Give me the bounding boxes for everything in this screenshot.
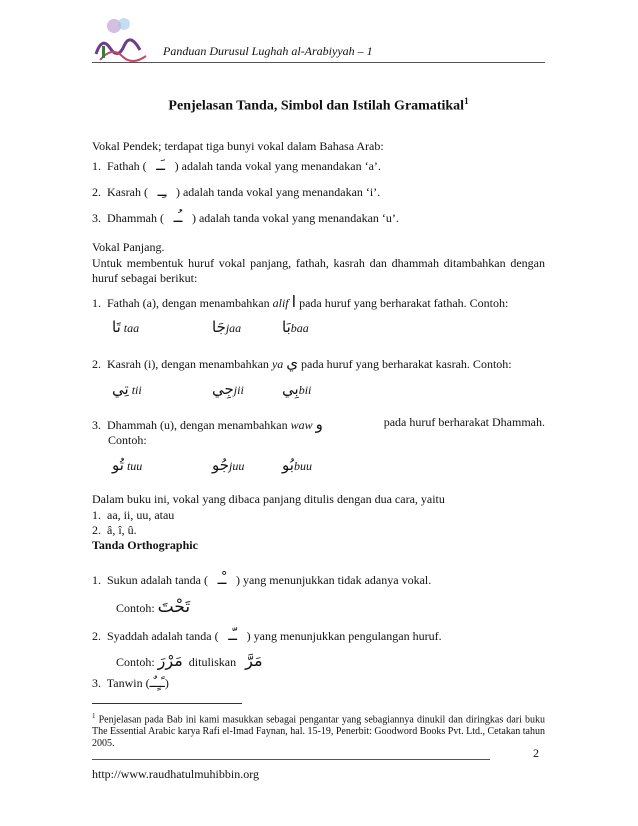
ya-letter: ي — [286, 354, 299, 372]
syaddah-item — [92, 626, 442, 644]
item-number: 1. — [92, 159, 101, 173]
item-number: 2. — [92, 185, 101, 199]
header-rule — [92, 62, 545, 63]
footnote — [92, 710, 545, 750]
item-text: ) adalah tanda vokal yang menandakan ‘u’. — [191, 211, 399, 225]
example — [282, 380, 311, 398]
header-title: Panduan Durusul Lughah al-Arabiyyah – 1 — [163, 44, 373, 58]
item-number: 2. — [92, 629, 101, 643]
short-vowel-item — [92, 208, 399, 226]
item-text: Syaddah adalah tanda ( — [107, 629, 219, 643]
item-line — [92, 415, 323, 433]
footnote-text: Penjelasan pada Bab ini kami masukkan sebagai pengantar yang sebagiannya dinukil dan diringkas dari buku The Essential Arabic karya Rafi el-Imad Faynan, hal. 15-19, Penerbit: Goodword Books Pvt. Ltd., Cetakan tahun 2005. — [92, 714, 546, 750]
item-text: Kasrah (i), dengan menambahkan — [107, 357, 272, 371]
two-ways-item — [92, 508, 174, 523]
waw-letter: و — [315, 415, 323, 433]
item-number: 2. — [92, 357, 101, 371]
item-number: 1. — [92, 508, 101, 522]
example-text: dituliskan — [188, 655, 237, 669]
example-translit: bii — [298, 383, 312, 397]
item-text: ) adalah tanda vokal yang menandakan ‘a’. — [174, 159, 381, 173]
item-text: ) adalah tanda vokal yang menandakan ‘i’. — [175, 185, 381, 199]
dhammah-mark: ـُـ — [173, 208, 183, 226]
example-arabic: بَا — [282, 318, 291, 336]
example-arabic: جَا — [212, 318, 226, 336]
syaddah-mark: ـّـ — [228, 626, 238, 644]
example-arabic: مَرَّ — [245, 651, 263, 670]
example-arabic: بُو — [282, 456, 294, 474]
tanwin-mark: ـًـٍـٌـ — [149, 676, 165, 691]
item-text: Contoh: — [108, 433, 147, 447]
example-translit: tuu — [126, 459, 143, 473]
page-heading — [92, 96, 545, 115]
tanwin-item — [92, 676, 169, 691]
example-label: Contoh: — [116, 655, 155, 669]
long-vowel-item — [92, 415, 545, 448]
item-text: Dhammah (u), dengan menambahkan — [107, 418, 291, 432]
item-text: Sukun adalah tanda ( — [107, 573, 208, 587]
example-arabic: تَحْتَ — [157, 597, 191, 617]
item-text: pada huruf yang berharakat kasrah. Contoh: — [301, 357, 512, 371]
letter-name: alif — [272, 296, 289, 310]
example-arabic: تَا — [112, 318, 121, 336]
logo-graphic — [92, 16, 152, 64]
short-vowel-item — [92, 156, 381, 174]
item-text: Fathah ( — [107, 159, 147, 173]
heading-text: Penjelasan Tanda, Simbol dan Istilah Gramatikal — [168, 98, 465, 114]
long-vowel-item — [92, 354, 512, 372]
letter-name: ya — [271, 357, 284, 371]
item-number: 3. — [92, 211, 101, 225]
example-translit: jaa — [225, 321, 242, 335]
ortho-title: Tanda Orthographic — [92, 538, 198, 552]
short-vowels-intro: Vokal Pendek; terdapat tiga bunyi vokal dalam Bahasa Arab: — [92, 139, 384, 153]
item-number: 1. — [92, 573, 101, 587]
item-text: Tanwin ( — [106, 676, 150, 690]
item-text: pada huruf yang berharakat fathah. Contoh: — [299, 296, 509, 310]
item-text: ) yang menunjukkan tidak adanya vokal. — [235, 573, 432, 587]
item-text: ) yang menunjukkan pengulangan huruf. — [246, 629, 442, 643]
long-vowel-item — [92, 292, 508, 311]
sukun-example — [116, 597, 190, 617]
sukun-mark: ـْـ — [217, 570, 227, 588]
long-vowels-intro: Untuk membentuk huruf vokal panjang, fathah, kasrah dan dhammah ditambahkan dengan huruf sebagai berikut: — [92, 256, 545, 285]
item-text: â, î, û. — [107, 523, 137, 537]
letter-name: waw — [290, 418, 313, 432]
example — [112, 380, 142, 398]
two-ways-item — [92, 523, 137, 538]
item-text: pada huruf berharakat Dhammah. — [383, 415, 545, 429]
item-number: 3. — [92, 418, 101, 432]
kasrah-mark: ـِـ — [157, 182, 167, 200]
item-text: Dhammah ( — [107, 211, 164, 225]
example — [112, 456, 142, 474]
logo — [92, 16, 152, 64]
short-vowel-item — [92, 182, 380, 200]
example — [282, 318, 309, 336]
example-translit: juu — [229, 459, 245, 473]
item-number: 3. — [92, 676, 101, 690]
sukun-item — [92, 570, 431, 588]
example-translit: taa — [123, 321, 140, 335]
example-arabic: جُو — [212, 456, 230, 474]
example — [282, 456, 312, 474]
fathah-mark: ـَـ — [156, 156, 166, 174]
example-arabic: مَرْرَ — [157, 651, 183, 670]
long-vowels-title: Vokal Panjang. — [92, 240, 165, 254]
example-arabic: تِي — [112, 380, 129, 398]
example-arabic: تُو — [112, 456, 124, 474]
item-text: ) — [164, 676, 169, 690]
item-text: Fathah (a), dengan menambahkan — [107, 296, 273, 310]
heading-footnote-ref: 1 — [464, 96, 469, 106]
example — [112, 318, 139, 336]
syaddah-example — [116, 651, 263, 670]
footer-rule — [92, 759, 490, 760]
footnote-number: 1 — [92, 712, 96, 720]
alif-letter: ا — [291, 292, 297, 311]
example-label: Contoh: — [116, 601, 155, 615]
item-text: aa, ii, uu, atau — [107, 508, 175, 522]
example-translit: jii — [233, 383, 244, 397]
example — [212, 318, 241, 336]
footnote-rule — [92, 703, 242, 704]
example — [212, 456, 244, 474]
example — [212, 380, 244, 398]
item-number: 1. — [92, 296, 101, 310]
footer-url[interactable]: http://www.raudhatulmuhibbin.org — [92, 767, 259, 781]
example-translit: buu — [293, 459, 312, 473]
item-number: 2. — [92, 523, 101, 537]
example-translit: tii — [131, 383, 142, 397]
page-number: 2 — [533, 746, 539, 760]
example-arabic: بِي — [282, 380, 299, 398]
item-text: Kasrah ( — [107, 185, 148, 199]
two-ways-intro: Dalam buku ini, vokal yang dibaca panjang ditulis dengan dua cara, yaitu — [92, 492, 445, 506]
example-arabic: جِي — [212, 380, 234, 398]
example-translit: baa — [290, 321, 309, 335]
